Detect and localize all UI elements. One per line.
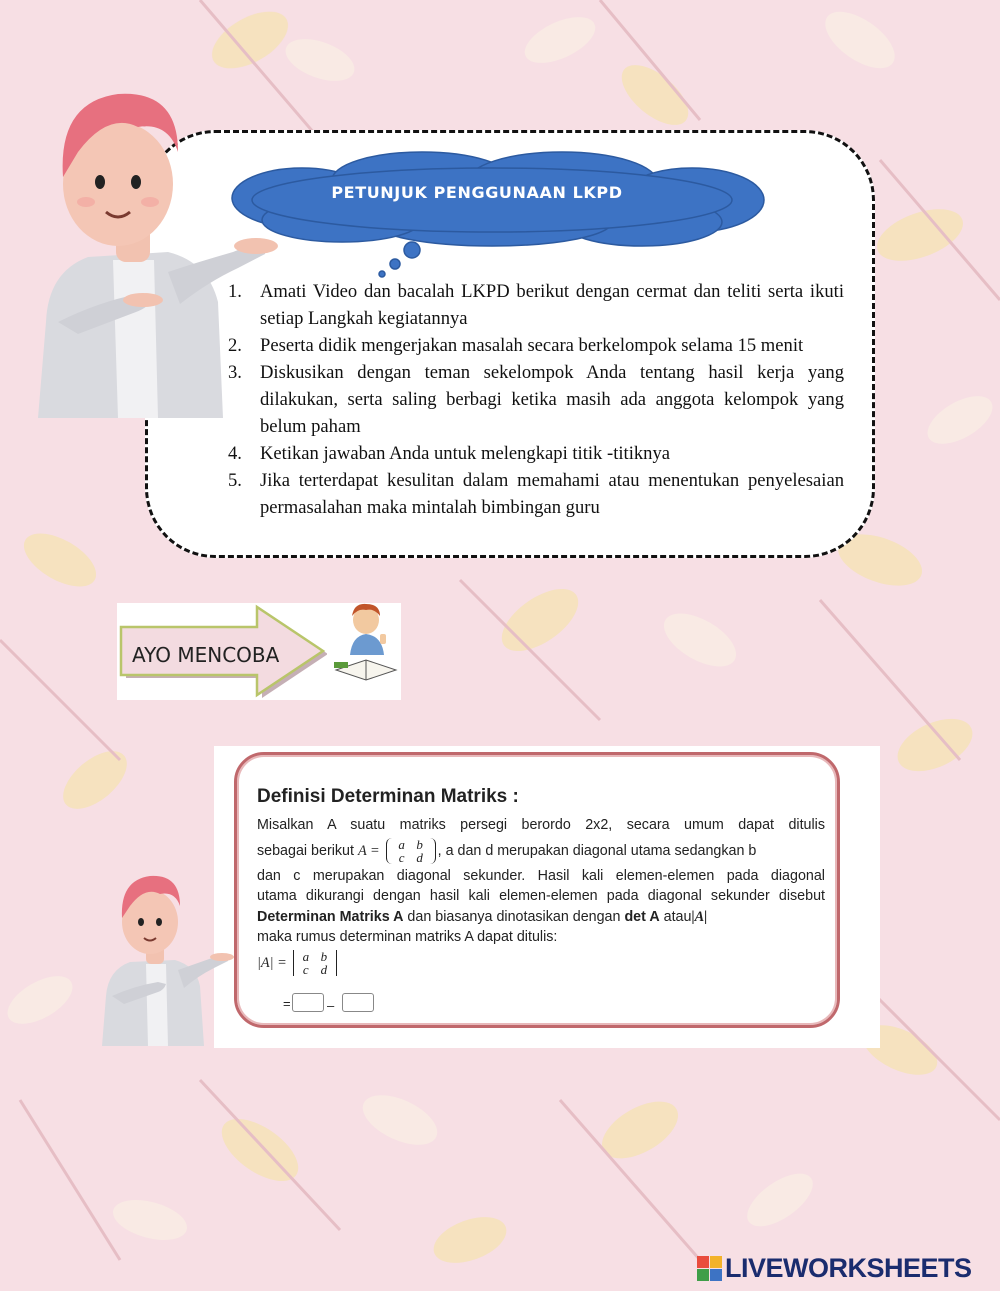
list-item xyxy=(228,278,844,332)
text-fragment: sebagai berikut xyxy=(257,842,358,859)
matrix-a xyxy=(386,838,436,864)
determinant-matrix xyxy=(293,950,337,976)
definition-line xyxy=(257,907,825,928)
determinant-label: |A| = xyxy=(257,954,287,971)
definition-title: Definisi Determinan Matriks : xyxy=(257,786,519,807)
equals-sign: = xyxy=(283,996,291,1011)
presenter-illustration xyxy=(18,72,283,418)
list-item xyxy=(228,467,844,521)
text-fragment: atau xyxy=(659,908,692,925)
step-number: 5. xyxy=(228,470,242,491)
liveworksheets-icon xyxy=(697,1256,722,1281)
step-text: Peserta didik mengerjakan masalah secara berkelompok selama 15 menit xyxy=(260,335,804,356)
definition-line: utama dikurangi dengan hasil kali elemen-elemen pada diagonal sekunder disebut xyxy=(257,888,825,905)
matrix-cell: b xyxy=(416,836,423,852)
text-fragment: dan biasanya dinotasikan dengan xyxy=(403,908,625,925)
step-number: 4. xyxy=(228,443,242,464)
list-item xyxy=(228,440,844,467)
list-item xyxy=(228,332,844,359)
thought-cloud xyxy=(222,150,770,280)
step-text: Ketikan jawaban Anda untuk melengkapi titik -titiknya xyxy=(260,443,670,464)
instructions-title: PETUNJUK PENGGUNAAN LKPD xyxy=(331,183,623,202)
answer-input-2[interactable] xyxy=(342,993,374,1012)
matrix-cell: d xyxy=(416,849,423,865)
definition-line: dan c merupakan diagonal sekunder. Hasil kali elemen-elemen pada diagonal xyxy=(257,867,825,884)
step-number: 2. xyxy=(228,335,242,356)
definition-line: maka rumus determinan matriks A dapat ditulis: xyxy=(257,929,558,946)
presenter-small-illustration xyxy=(100,866,235,1046)
minus-sign: – xyxy=(327,998,335,1013)
text-fragment: Determinan Matriks A xyxy=(257,908,404,925)
brand-name: LIVEWORKSHEETS xyxy=(725,1253,972,1283)
step-number: 1. xyxy=(228,281,242,302)
try-it-label: AYO MENCOBA xyxy=(132,643,280,667)
list-item xyxy=(228,359,844,440)
answer-input-1[interactable] xyxy=(292,993,324,1012)
step-text: Jika terterdapat kesulitan dalam memahami atau menentukan penyelesaian permasalahan maka mintalah bimbingan guru xyxy=(260,470,844,518)
matrix-cell: a xyxy=(302,949,310,965)
text-fragment: det A xyxy=(624,908,660,925)
matrix-cell: c xyxy=(398,849,405,865)
definition-text xyxy=(257,815,825,978)
step-text: Diskusikan dengan teman sekelompok Anda tentang hasil kerja yang dilakukan, serta saling berbagi ketika masih ada anggota kelompok yang belum paham xyxy=(260,362,844,437)
matrix-cell: c xyxy=(302,962,309,978)
text-fragment: |A| xyxy=(691,908,708,925)
matrix-cell: d xyxy=(320,962,328,978)
studying-kid-illustration xyxy=(330,600,402,682)
instructions-list xyxy=(228,278,844,521)
step-text: Amati Video dan bacalah LKPD berikut dengan cermat dan teliti serta ikuti setiap Langkah kegiatannya xyxy=(260,281,844,329)
step-number: 3. xyxy=(228,362,242,383)
matrix-cell: a xyxy=(398,836,405,852)
matrix-cell: b xyxy=(320,949,328,965)
text-fragment: , a dan d merupakan diagonal utama sedangkan b xyxy=(437,842,757,859)
definition-line: Misalkan A suatu matriks persegi berordo 2x2, secara umum dapat ditulis xyxy=(257,817,825,833)
definition-line xyxy=(257,836,825,866)
definition-line xyxy=(257,948,825,978)
matrix-name: A = xyxy=(357,842,380,859)
